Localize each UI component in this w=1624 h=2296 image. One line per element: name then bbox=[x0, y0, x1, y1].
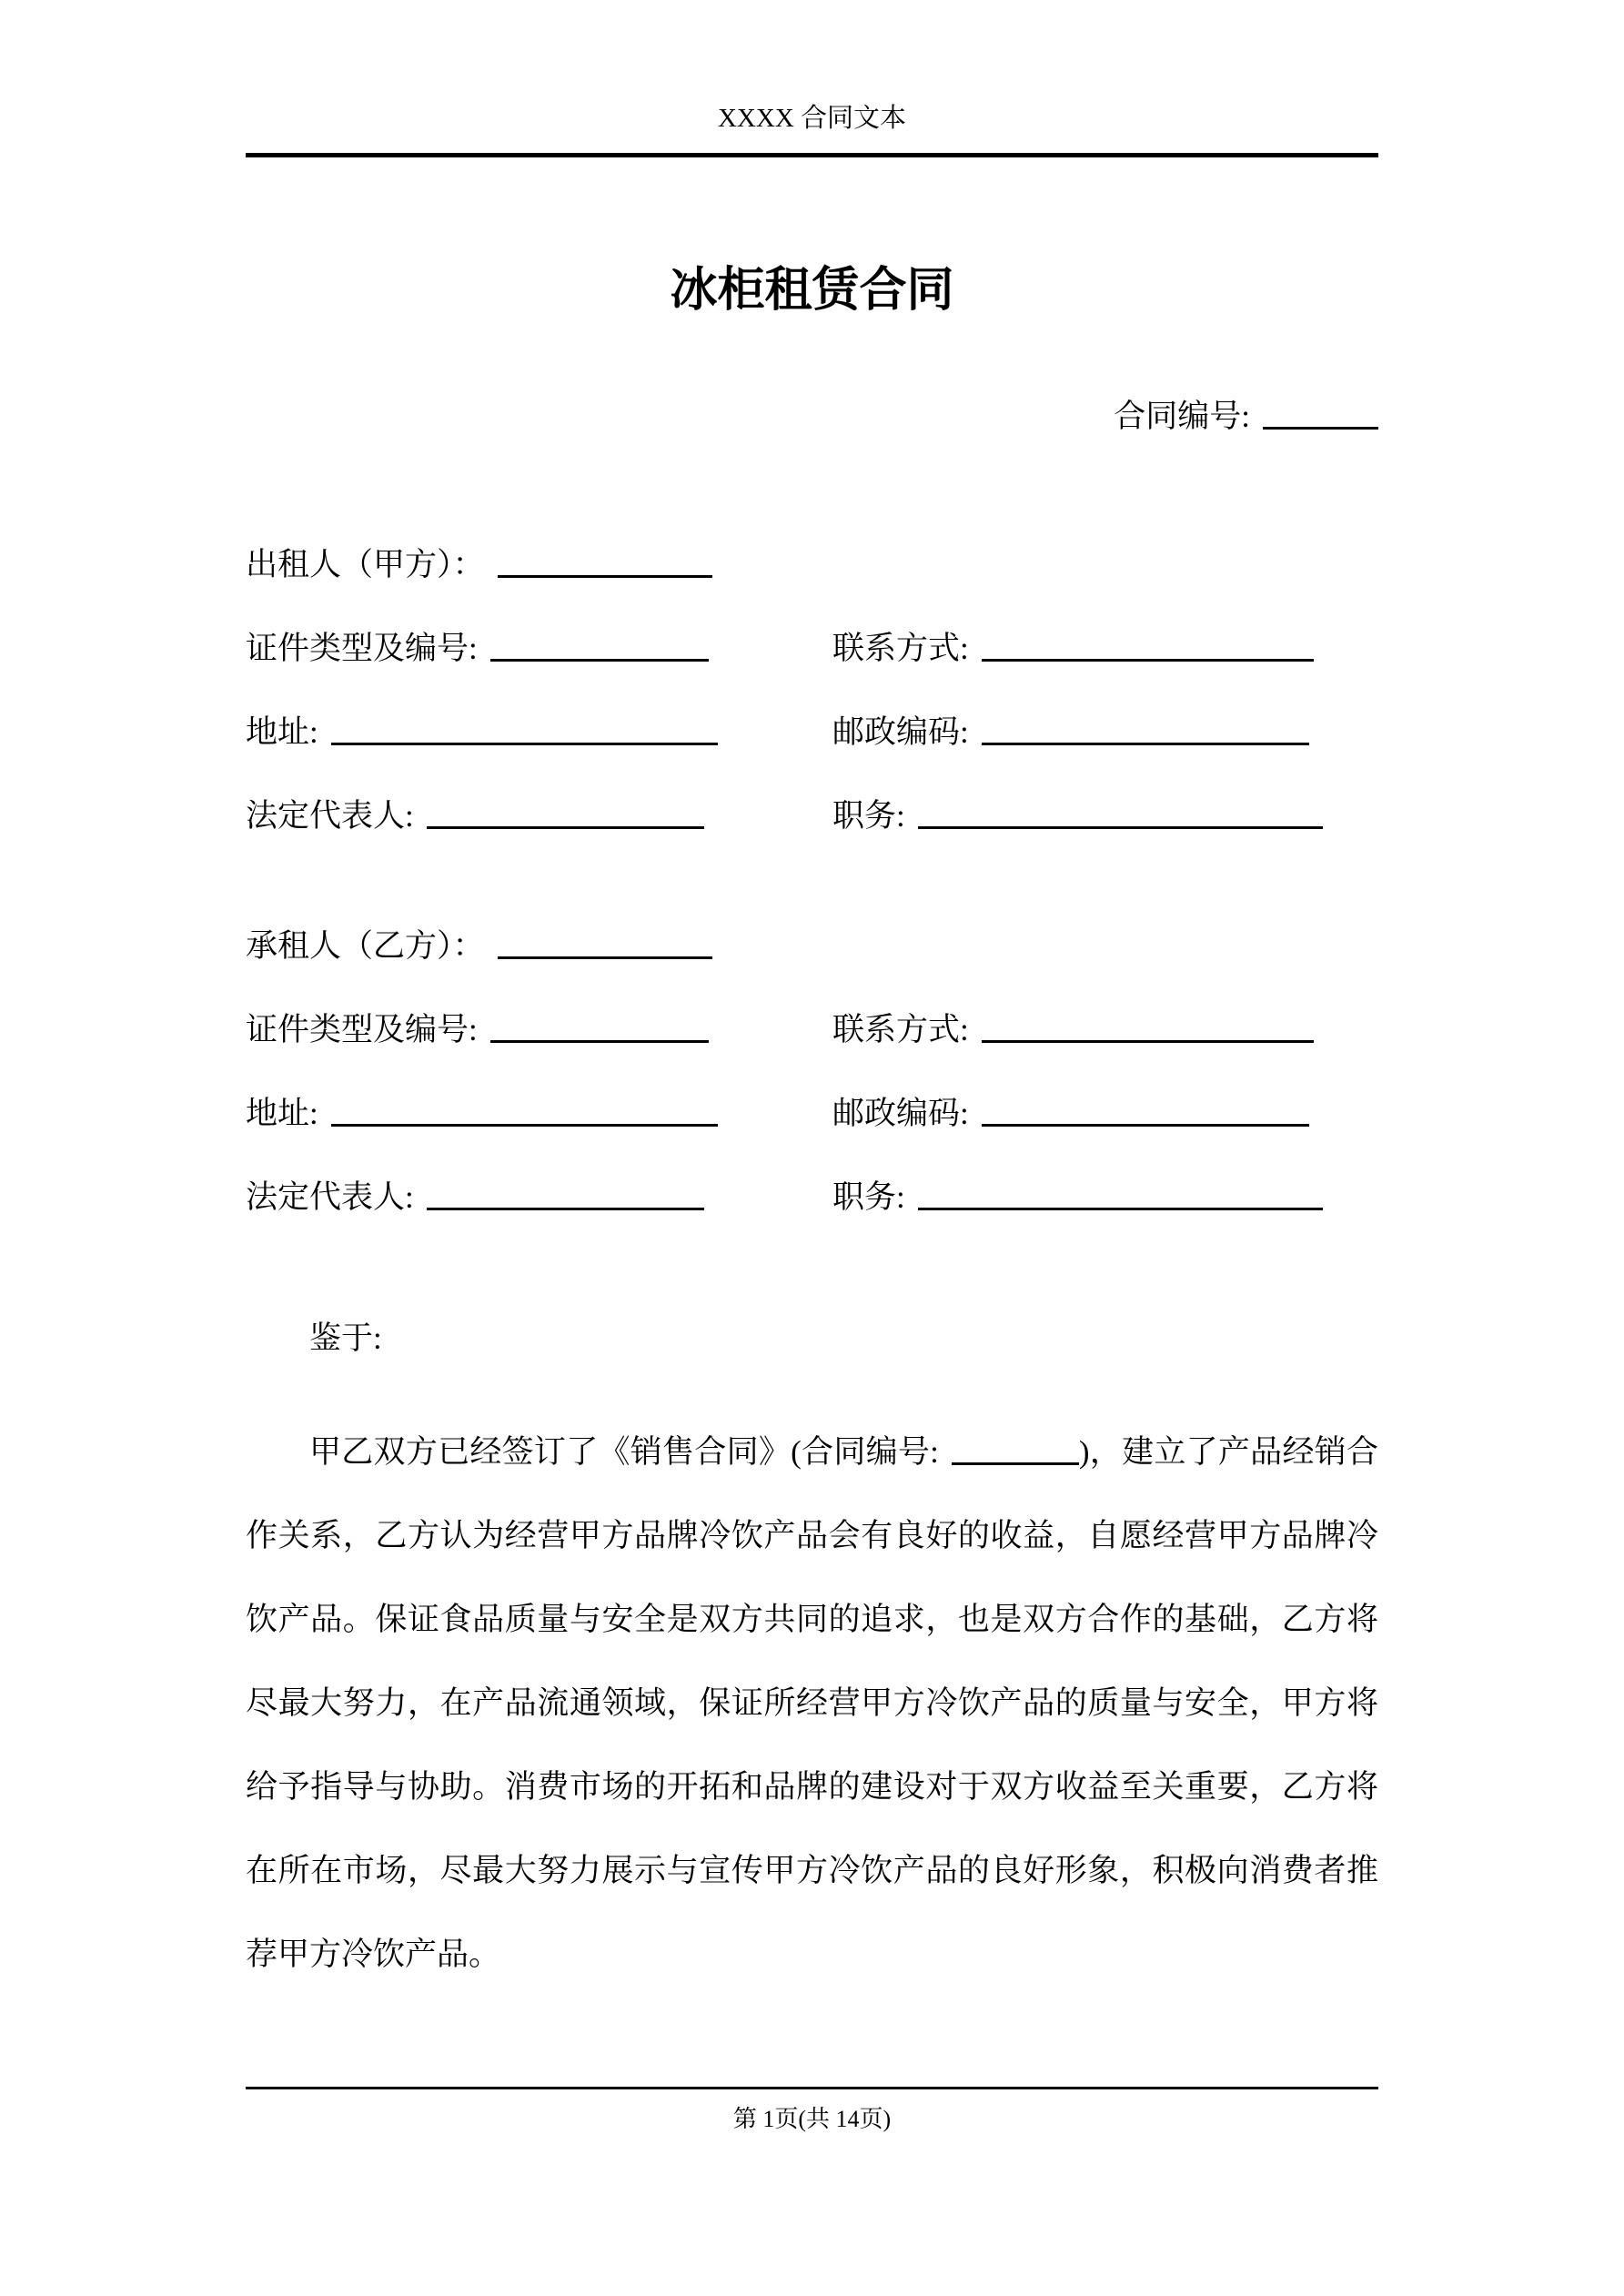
party-a-duty-label: 职务: bbox=[832, 798, 905, 834]
page-header bbox=[246, 0, 1378, 157]
party-b-cert-blank[interactable] bbox=[490, 1031, 709, 1043]
party-a-row-cert bbox=[246, 607, 1378, 691]
party-a-role-row bbox=[246, 523, 1378, 607]
party-b-legal-rep-label: 法定代表人: bbox=[246, 1179, 414, 1215]
page-title: 冰柜租赁合同 bbox=[670, 265, 954, 317]
party-b-row-legal bbox=[246, 1156, 1378, 1239]
party-a-cert-blank[interactable] bbox=[490, 650, 709, 662]
recitals-heading: 鉴于: bbox=[309, 1320, 382, 1356]
recitals-text-before-blank: 甲乙双方已经签订了《销售合同》(合同编号: bbox=[309, 1434, 939, 1470]
party-b-contact-label: 联系方式: bbox=[832, 1012, 969, 1047]
party-a-legal-rep-label: 法定代表人: bbox=[246, 798, 414, 834]
party-b-postal-blank[interactable] bbox=[982, 1115, 1309, 1127]
party-b-name-blank[interactable] bbox=[498, 947, 712, 959]
party-a-address-blank[interactable] bbox=[331, 733, 718, 745]
party-b-role-label: 承租人（乙方）： bbox=[246, 928, 485, 964]
party-b-row-address bbox=[246, 1072, 1378, 1156]
party-b-duty-blank[interactable] bbox=[918, 1199, 1323, 1210]
party-a-cert-label: 证件类型及编号: bbox=[246, 631, 478, 666]
contract-no-row bbox=[246, 375, 1378, 459]
recitals-text-after-blank: )，建立了产品经销合作关系，乙方认为经营甲方品牌冷饮产品会有良好的收益，自愿经营甲方品牌冷饮产品。保证食品质量与安全是双方共同的追求，也是双方合作的基础，乙方将尽最大努力，在产品流通领域，保证所经营甲方冷饮产品的质量与安全，甲方将给予指导与协助。消费市场的开拓和品牌的建设对于双方收益至关重要，乙方将在所在市场，尽最大努力展示与宣传甲方冷饮产品的良好形象，积极向消费者推荐甲方冷饮产品。 bbox=[246, 1434, 1378, 1972]
party-a-contact-label: 联系方式: bbox=[832, 631, 969, 666]
party-a-duty-blank[interactable] bbox=[918, 817, 1323, 829]
contract-body bbox=[246, 153, 1378, 1997]
party-a-row-legal bbox=[246, 774, 1378, 858]
party-a-legal-rep-blank[interactable] bbox=[427, 817, 704, 829]
page-footer bbox=[246, 2087, 1378, 2135]
header-doc-label: XXXX 合同文本 bbox=[717, 104, 907, 133]
party-b-row-cert bbox=[246, 988, 1378, 1072]
recitals-paragraph bbox=[246, 1411, 1378, 1997]
party-b-cert-label: 证件类型及编号: bbox=[246, 1012, 478, 1047]
party-a-postal-blank[interactable] bbox=[982, 733, 1309, 745]
party-b-contact-blank[interactable] bbox=[982, 1031, 1314, 1043]
contract-no-label: 合同编号: bbox=[1114, 399, 1250, 434]
party-a-name-blank[interactable] bbox=[498, 566, 712, 578]
contract-no-blank[interactable] bbox=[1263, 418, 1378, 430]
party-b-duty-label: 职务: bbox=[832, 1179, 905, 1215]
party-a-contact-blank[interactable] bbox=[982, 650, 1314, 662]
party-a-row-address bbox=[246, 691, 1378, 774]
party-a-postal-label: 邮政编码: bbox=[832, 714, 969, 750]
party-a-role-label: 出租人（甲方）： bbox=[246, 547, 485, 582]
party-b-role-row bbox=[246, 905, 1378, 988]
footer-page-label: 第 1页(共 14页) bbox=[732, 2106, 892, 2132]
recital-contract-no-blank[interactable] bbox=[952, 1453, 1079, 1465]
party-b-address-blank[interactable] bbox=[331, 1115, 718, 1127]
party-b-postal-label: 邮政编码: bbox=[832, 1096, 969, 1131]
party-a-address-label: 地址: bbox=[246, 714, 318, 750]
party-b-section bbox=[246, 905, 1378, 1239]
party-b-address-label: 地址: bbox=[246, 1096, 318, 1131]
party-b-legal-rep-blank[interactable] bbox=[427, 1199, 704, 1210]
party-a-section bbox=[246, 523, 1378, 858]
